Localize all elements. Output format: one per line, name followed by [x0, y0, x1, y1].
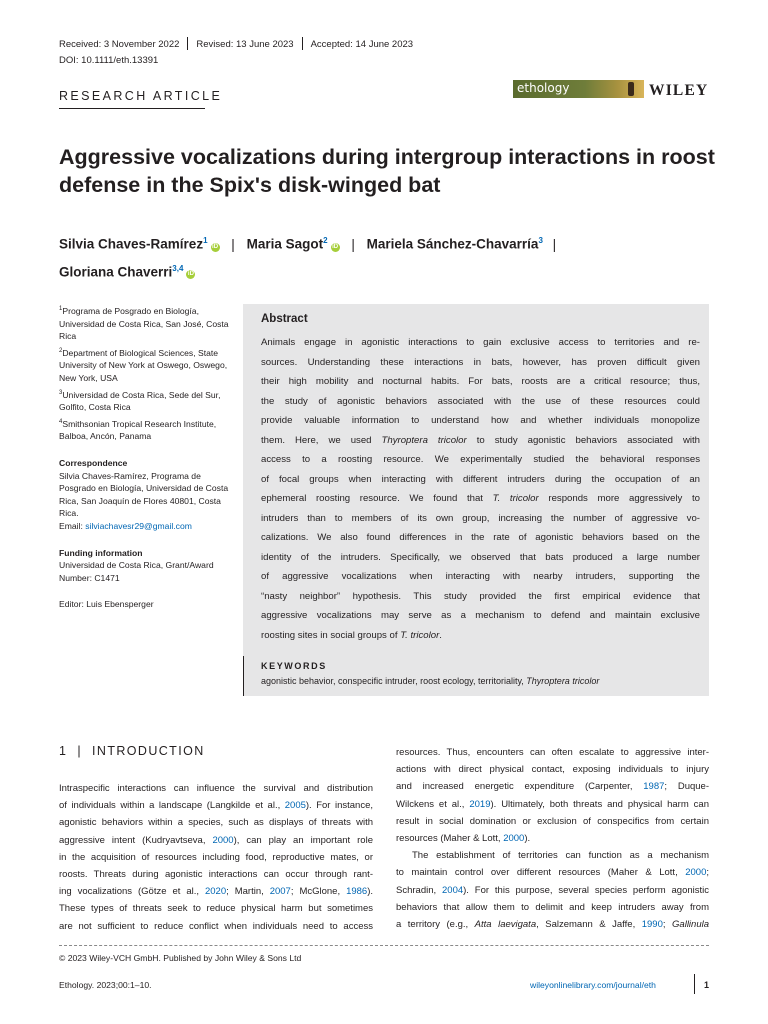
footer-separator — [694, 974, 695, 994]
article-type: RESEARCH ARTICLE — [59, 89, 223, 103]
abstract-text: Animals engage in agonistic interactions to gain exclusive access to territories and re- sources. Understanding these interactions in bats, however, has proven difficult given their high mobility and nocturnal habits. For bats, roosts are a critical resource; thus, the study of agonistic behaviors associated with the use of these resources could provide valuable information to understand how and whether individuals monopolize them. Here, we used Thyroptera tricolor to study agonistic behaviors associated with access to a roosting resource. We experimentally studied the behavioral responses of focal groups when interacting with different intruders during the occupation of an ephemeral roosting resource. We found that T. tricolor responds more aggressively to intruders than to members of its own group, increasing the number of aggressive vo- calizations. We also found differences in the rate of agonistic behaviors based on the identity of the intruders. Specifically, we observed that bats produced a large number of aggressive vocalizations when interacting with nearby intruders, supporting the “nasty neighbor” hypothesis. This study provided the first empirical evidence that aggressive vocalizations may serve as a mechanism to defend and maintain exclusive roosting sites in social groups of T. tricolor. — [261, 337, 701, 641]
orcid-icon[interactable]: iD — [212, 243, 219, 250]
author-affiliation-ref[interactable]: 2 — [323, 236, 328, 245]
author-name: Gloriana Chaverri — [59, 264, 173, 279]
correspondence-text: Silvia Chaves-Ramírez, Programa de Posgrado en Biología, Universidad de Costa Rica, San Joaquín de Flores 40801, Costa Rica. — [59, 470, 229, 519]
editor: Editor: Luis Ebensperger — [59, 599, 154, 610]
revised-date: Revised: 13 June 2023 — [196, 39, 294, 50]
footer-copyright: © 2023 Wiley-VCH GmbH. Published by John Wiley & Sons Ltd — [59, 953, 302, 963]
page-number: 1 — [704, 980, 710, 990]
author-name: Silvia Chaves-Ramírez — [59, 236, 204, 252]
accepted-date: Accepted: 14 June 2023 — [310, 39, 414, 50]
article-type-rule — [59, 108, 205, 109]
keywords-heading: KEYWORDS — [261, 661, 327, 671]
author-name: Maria Sagot — [246, 236, 324, 252]
journal-logo-text: ethology — [517, 81, 570, 95]
funding-text: Universidad de Costa Rica, Grant/Award Number: C1471 — [59, 560, 214, 583]
affiliation-item: $^2$Department of Biological Sciences, State University of New York at Oswego, Oswego, New York, USA — [59, 347, 228, 383]
affiliation-item: $^4$Smithsonian Tropical Research Institute, Balboa, Ancón, Panama — [59, 418, 217, 442]
email-link[interactable]: silviachavesr29@gmail.com — [85, 520, 192, 531]
footer-citation: Ethology. 2023;00:1–10. — [59, 980, 152, 990]
author-list — [59, 229, 562, 284]
abstract-heading: Abstract — [261, 313, 308, 325]
author-separator: | — [351, 236, 355, 252]
funding-info — [59, 547, 234, 585]
affiliations — [59, 303, 234, 611]
doi[interactable]: DOI: 10.1111/eth.13391 — [59, 55, 159, 66]
funding-heading: Funding information — [59, 547, 143, 558]
publisher-logo[interactable]: WILEY — [649, 82, 709, 99]
affiliation-item: $^1$Programa de Posgrado en Biología, Universidad de Costa Rica, San José, Costa Rica — [59, 306, 229, 342]
author-affiliation-ref[interactable]: 3,4 — [172, 263, 184, 273]
journal-logo[interactable] — [513, 80, 644, 98]
keywords-rule — [243, 656, 244, 696]
article-title-line: Aggressive vocalizations during intergroup interactions in roost — [59, 145, 715, 169]
author-name: Mariela Sánchez-Chavarría — [366, 236, 539, 252]
footer-divider — [59, 945, 709, 946]
author-affiliation-ref[interactable]: 3 — [538, 236, 543, 245]
correspondence: Correspondence Silvia Chaves-Ramírez, Programa de Posgrado en Biología, Universidad de Costa Rica, San Joaquín de Flores 40801, Costa Rica. Email: silviachavesr29@gmail.com — [59, 457, 234, 533]
introduction-column-right: resources. Thus, encounters can often escalate to aggressive inter- actions with direct physical contact, exposing individuals to injury and increased energetic expenditure (Carpenter, 1987; Duque- Wilckens et al., 2019). Ultimately, both threats and physical harm can result in social domination or exclusion of conspecifics from certain resources (Maher & Lott, 2000). The establishment of territories can function as a mechanism to maintain control over different resources (Maher & Lott, 2000; Schradin, 2004). For this purpose, several species perform agonistic behaviors that allow them to delimit and keep intruders away from a territory (e.g., Atta laevigata, Salzemann & Jaffe, 1990; Gallinula — [396, 747, 710, 931]
keywords-list: agonistic behavior, conspecific intruder, roost ecology, territoriality, Thyroptera tricolor — [261, 676, 600, 686]
article-title — [59, 143, 715, 199]
journal-logo-figure-icon — [628, 82, 634, 96]
section-heading-introduction: 1 | INTRODUCTION — [59, 744, 205, 758]
author-separator: | — [552, 236, 557, 252]
author-separator: | — [231, 236, 235, 252]
author-affiliation-ref[interactable]: 1 — [203, 236, 208, 245]
received-date: Received: 3 November 2022 — [59, 39, 180, 50]
orcid-icon[interactable]: iD — [332, 243, 339, 250]
abstract-box — [243, 304, 709, 696]
article-title-line: defense in the Spix's disk-winged bat — [59, 173, 441, 197]
journal-url[interactable]: wileyonlinelibrary.com/journal/eth — [530, 980, 656, 990]
article-dates — [59, 37, 413, 50]
orcid-icon[interactable]: iD — [187, 271, 194, 277]
correspondence-heading: Correspondence — [59, 457, 128, 468]
affiliation-item: $^3$Universidad de Costa Rica, Sede del Sur, Golfito, Costa Rica — [59, 389, 221, 413]
introduction-column-left: Intraspecific interactions can influence the survival and distribution of individuals within a landscape (Langkilde et al., 2005). For instance, agonistic behaviors within a species, such as displays of threats with aggressive intent (Kudryavtseva, 2000), can play an important role in the acquisition of resources including food, reproductive mates, or roosts. Threats during agonistic interactions can occur through rant- ing vocalizations (Götze et al., 2020; Martin, 2007; McGlone, 1986). These types of threats seek to reduce physical harm but sometimes are not sufficient to reduce conflict when individuals need to access — [59, 783, 374, 932]
